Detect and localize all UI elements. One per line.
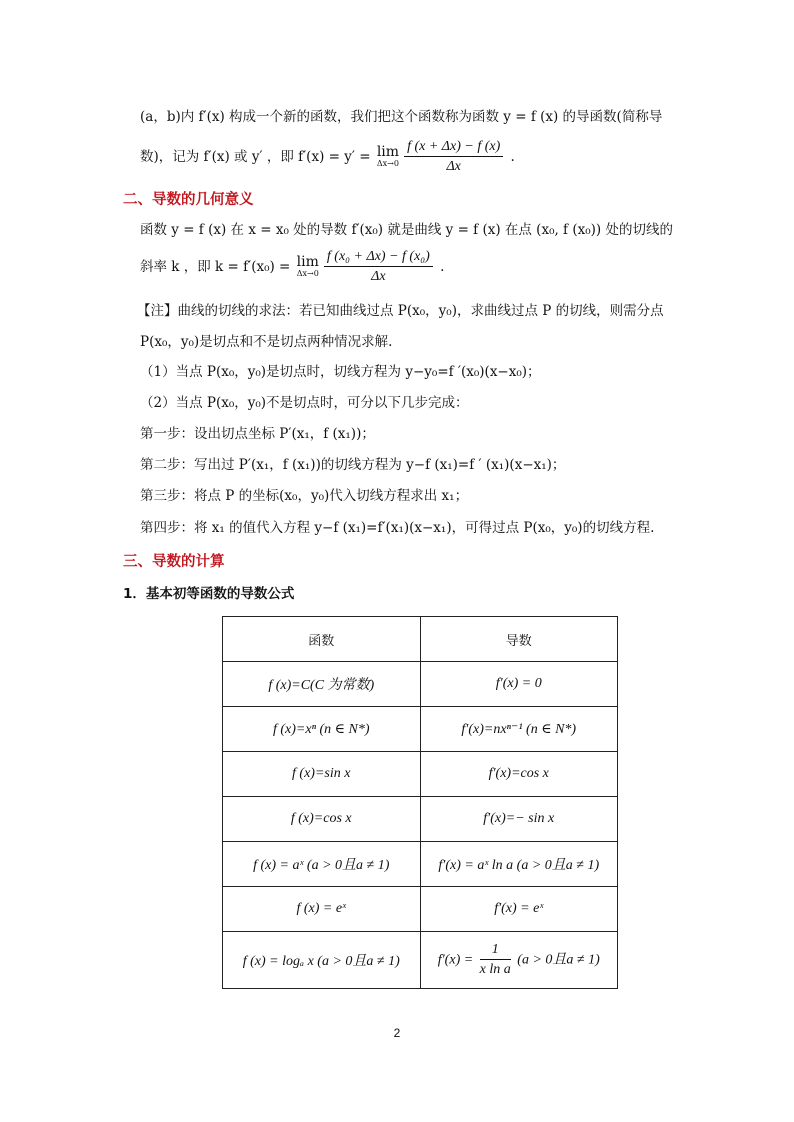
fraction-numerator: 1 <box>480 941 511 960</box>
table-cell-function: f (x) = eˣ <box>223 887 421 932</box>
lim-subscript: Δx→0 <box>376 158 399 168</box>
case-1: （1）当点 P(x₀，y₀)是切点时，切线方程为 y−y₀=f ′(x₀)(x−x₀)； <box>140 364 541 380</box>
fraction-numerator: f (x₀ + Δx) − f (x₀) <box>324 248 433 267</box>
section-heading-derivative-calculation: 三、导数的计算 <box>123 554 225 570</box>
table-cell-function: f (x)=cos x <box>223 797 421 842</box>
table-cell-derivative: f′(x)=nxⁿ⁻¹ (n ∈ N*) <box>420 707 618 752</box>
limit-operator <box>296 253 319 280</box>
table-row <box>223 752 618 797</box>
derivative-formula-table <box>222 616 618 989</box>
derivative-definition-fraction <box>404 138 503 177</box>
table-row <box>223 842 618 887</box>
geometric-line-2-suffix: . <box>435 259 445 275</box>
lim-word: lim <box>296 253 319 270</box>
table-row <box>223 707 618 752</box>
geometric-line-2-prefix: 斜率 k ，即 k = f′(x₀) = <box>140 259 295 275</box>
table-cell-function: f (x)=xⁿ (n ∈ N*) <box>223 707 421 752</box>
step-4: 第四步：将 x₁ 的值代入方程 y−f (x₁)=f′(x₁)(x−x₁)，可得过点 P(x₀，y₀)的切线方程. <box>140 520 655 536</box>
intro-line-2-prefix: 数)，记为 f′(x) 或 y′ ，即 f′(x) = y′ = <box>140 149 375 165</box>
geometric-line-1: 函数 y = f (x) 在 x = x₀ 处的导数 f′(x₀) 就是曲线 y = f (x) 在点 (x₀, f (x₀)) 处的切线的 <box>140 222 673 238</box>
table-cell-derivative: f′(x)=− sin x <box>420 797 618 842</box>
table-cell-function: f (x)=C(C 为常数) <box>223 662 421 707</box>
fraction-denominator: Δx <box>371 269 386 284</box>
intro-line-2 <box>140 138 515 182</box>
table-header-function: 函数 <box>223 617 421 662</box>
note-line-1: 【注】曲线的切线的求法：若已知曲线过点 P(x₀，y₀)，求曲线过点 P 的切线，则需分点 <box>137 303 664 319</box>
table-row <box>223 932 618 989</box>
table-cell-derivative <box>420 932 618 989</box>
table-cell-function: f (x)=sin x <box>223 752 421 797</box>
table-cell-function: f (x) = logₐ x (a > 0且a ≠ 1) <box>223 932 421 989</box>
fraction-denominator: Δx <box>446 159 461 174</box>
table-cell-derivative: f′(x) = aˣ ln a (a > 0且a ≠ 1) <box>420 842 618 887</box>
geometric-line-2 <box>140 248 444 292</box>
case-2: （2）当点 P(x₀，y₀)不是切点时，可分以下几步完成： <box>140 395 469 411</box>
table-cell-derivative: f′(x) = eˣ <box>420 887 618 932</box>
table-cell-derivative: f′(x) = 0 <box>420 662 618 707</box>
table-row <box>223 662 618 707</box>
table-header-row <box>223 617 618 662</box>
table-cell-function: f (x) = aˣ (a > 0且a ≠ 1) <box>223 842 421 887</box>
step-3: 第三步：将点 P 的坐标(x₀，y₀)代入切线方程求出 x₁； <box>140 488 469 504</box>
step-2: 第二步：写出过 P′(x₁，f (x₁))的切线方程为 y−f (x₁)=f ′ (x₁)(x−x₁)； <box>140 457 566 473</box>
limit-operator <box>376 143 400 170</box>
intro-line-2-suffix: . <box>506 149 515 165</box>
log-derivative-fraction <box>480 941 511 980</box>
table-row <box>223 797 618 842</box>
section-heading-geometric-meaning: 二、导数的几何意义 <box>123 192 254 208</box>
page-number: 2 <box>393 1026 401 1040</box>
log-derivative-prefix: f′(x) = <box>437 952 477 968</box>
subheading-basic-derivative-formulas: 1．基本初等函数的导数公式 <box>123 586 295 602</box>
slope-fraction <box>324 248 433 287</box>
fraction-denominator: x ln a <box>479 961 511 977</box>
table-row <box>223 887 618 932</box>
table-header-derivative: 导数 <box>420 617 618 662</box>
table-cell-derivative: f′(x)=cos x <box>420 752 618 797</box>
lim-word: lim <box>376 143 400 160</box>
log-derivative-suffix: (a > 0且a ≠ 1) <box>513 952 600 968</box>
lim-subscript: Δx→0 <box>296 268 319 278</box>
note-line-2: P(x₀，y₀)是切点和不是切点两种情况求解. <box>140 334 393 350</box>
fraction-numerator: f (x + Δx) − f (x) <box>404 138 503 157</box>
intro-line-1: (a，b)内 f′(x) 构成一个新的函数，我们把这个函数称为函数 y = f (x) 的导函数(简称导 <box>140 109 663 125</box>
step-1: 第一步：设出切点坐标 P′(x₁，f (x₁))； <box>140 426 375 442</box>
